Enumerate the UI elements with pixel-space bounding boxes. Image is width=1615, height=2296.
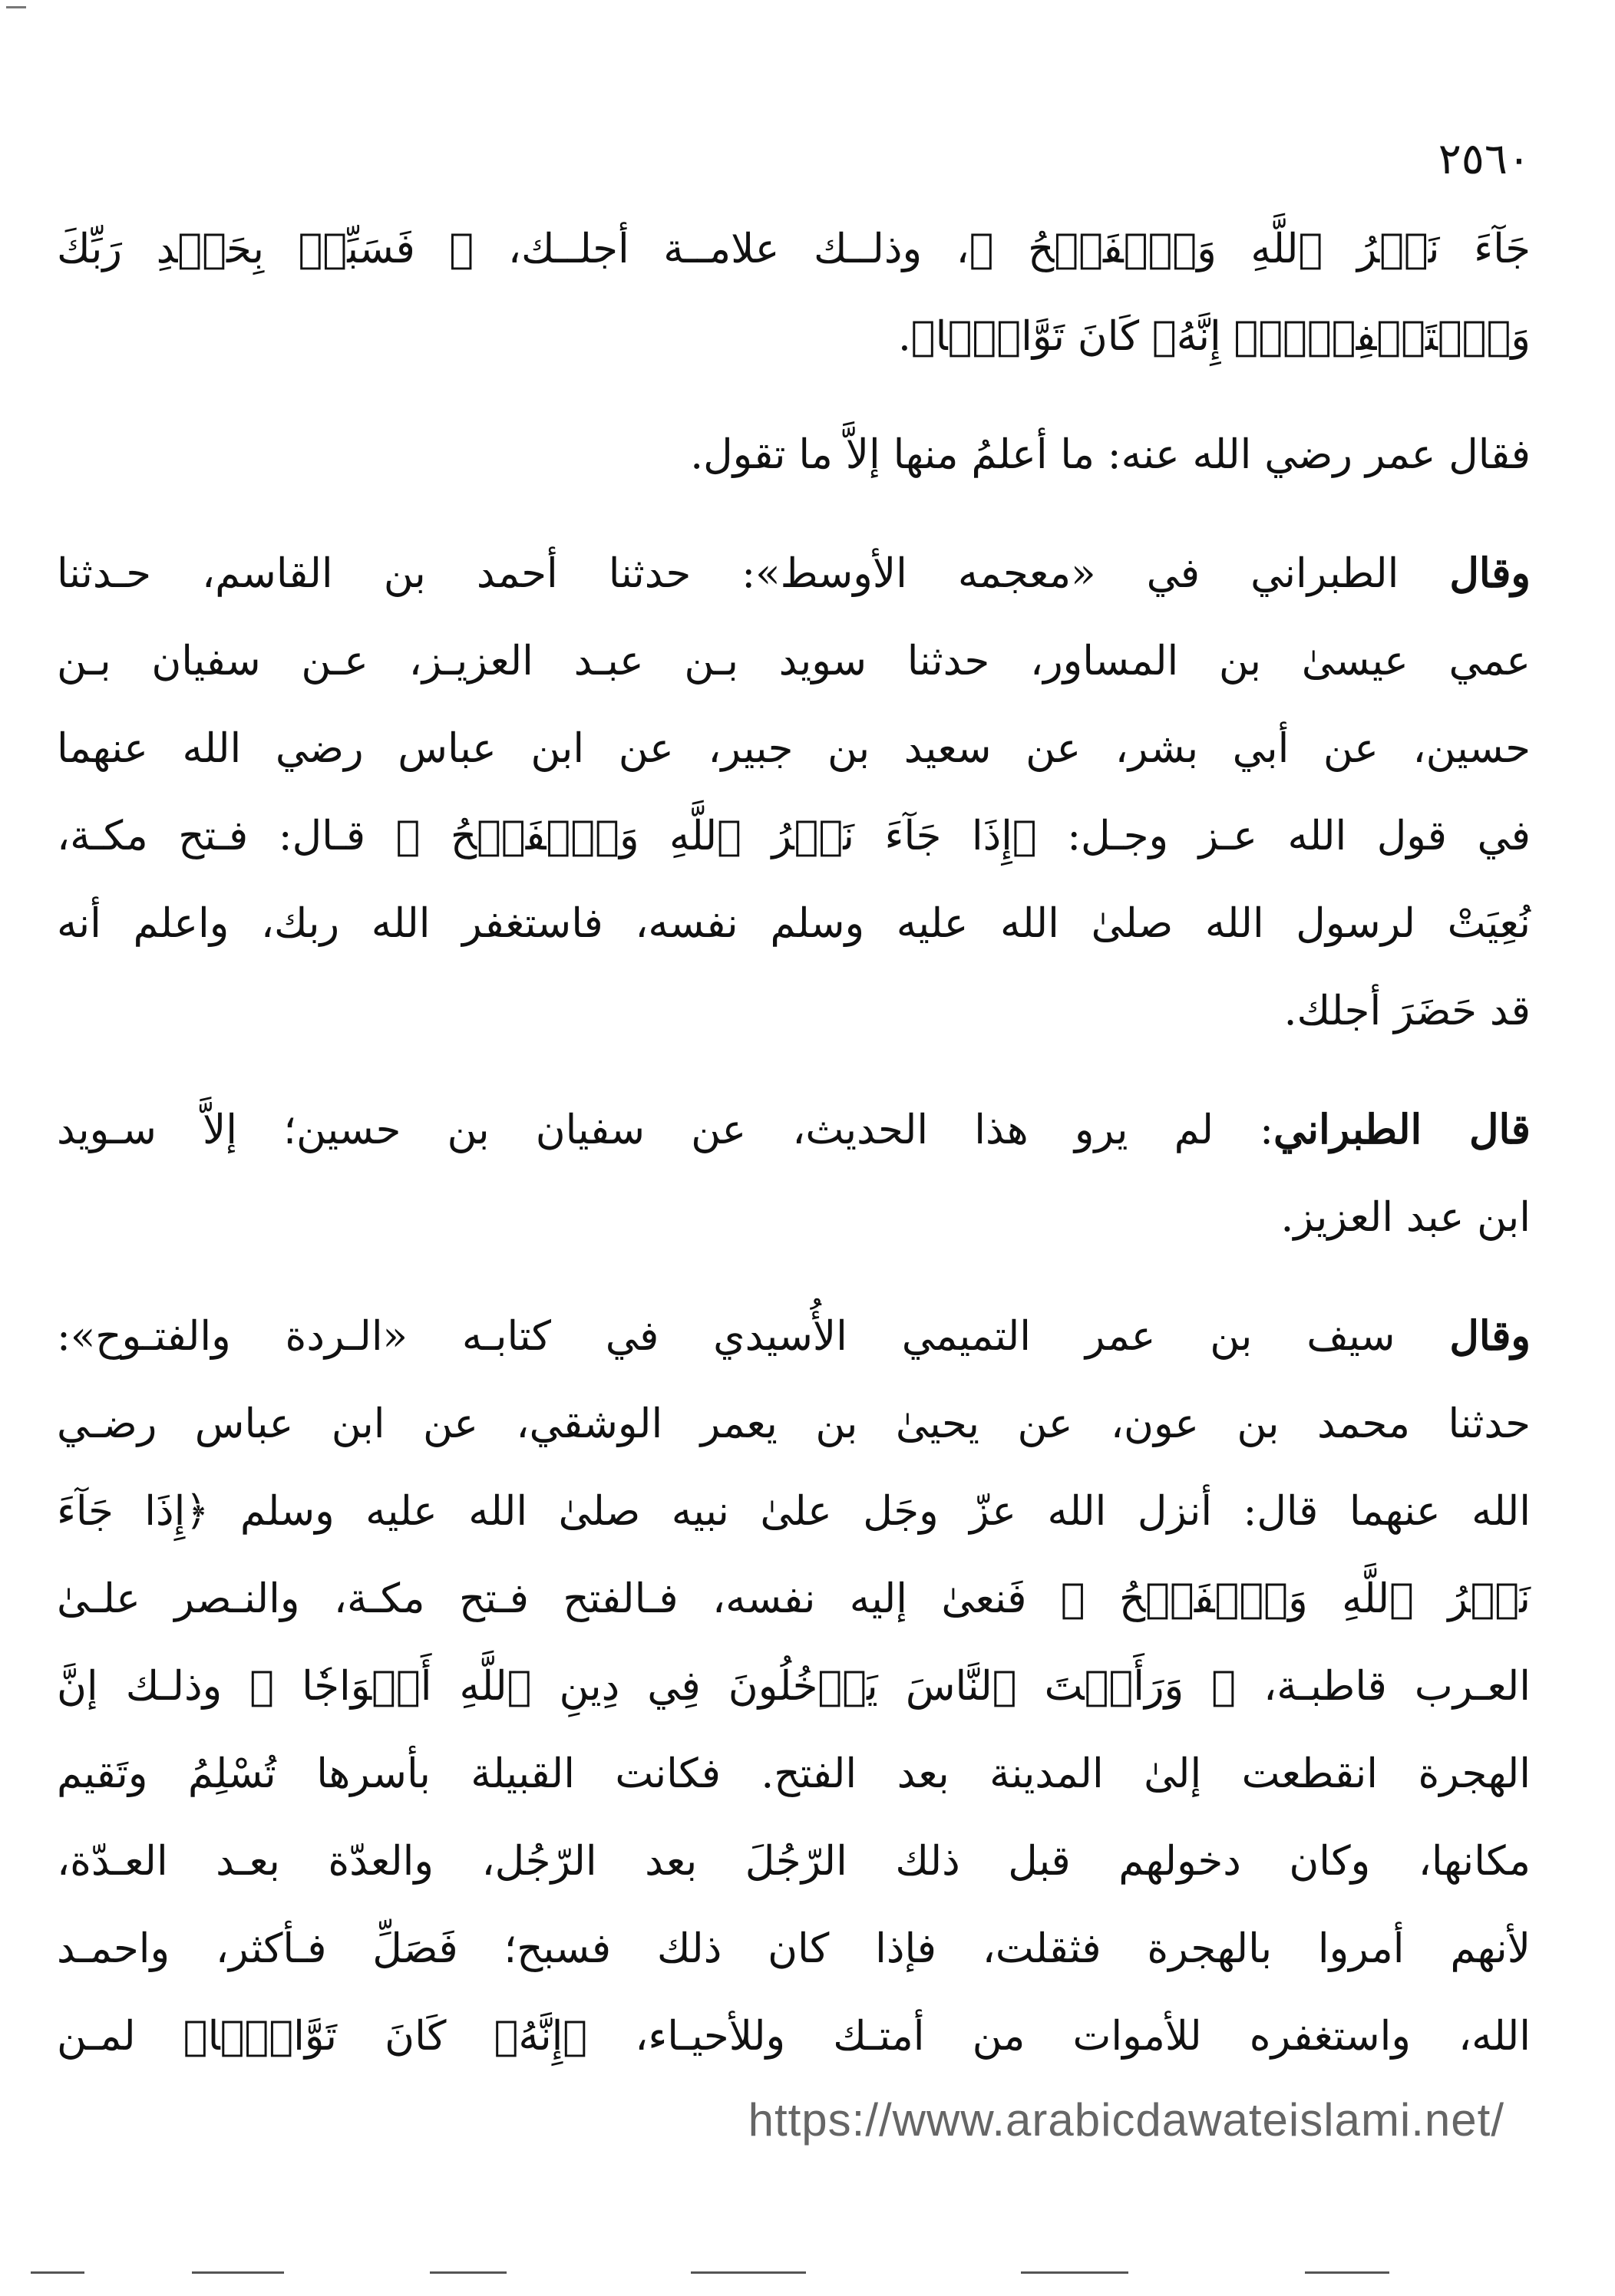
text-line: نَصۡرُ ٱللَّهِ وَٱلۡفَتۡحُ ﴾ فَنعىٰ إليه نفسه، فـالفتح فـتح مكـة، والنـصر علـىٰ bbox=[57, 1575, 1531, 1622]
watermark-url: https://www.arabicdawateislami.net/ bbox=[748, 2094, 1504, 2146]
text-line: نُعِيَتْ لرسول الله صلىٰ الله عليه وسلم نفسه، فاستغفر الله ربك، واعلم أنه bbox=[57, 900, 1531, 947]
text-line: مكانها، وكان دخولهم قبل ذلك الرّجُلَ بعد الرّجُل، والعدّة بعـد العـدّة، bbox=[57, 1838, 1531, 1885]
text-line: ابن عبد العزيز. bbox=[1280, 1194, 1531, 1241]
text-line: جَآءَ نَصۡرُ ٱللَّهِ وَٱلۡفَتۡحُ ﴾، وذلــك علامــة أجلــك، ﴿ فَسَبِّحۡ بِحَمۡدِ رَبِّكَ bbox=[57, 226, 1531, 272]
text-line: لأنهم أمروا بالهجرة فثقلت، فإذا كان ذلك فسبح؛ فَصَلِّ فـأكثر، واحمـد bbox=[57, 1925, 1531, 1972]
text-line: قال الطبراني: لم يرو هذا الحديث، عن سفيان بن حسين؛ إلاَّ سـويد bbox=[57, 1106, 1531, 1153]
paragraph-sayf-narration bbox=[57, 1292, 1531, 2080]
text-line: فقال عمر رضي الله عنه: ما أعلمُ منها إلاَّ ما تقول. bbox=[690, 431, 1531, 478]
text-line: حدثنا محمد بن عون، عن يحيىٰ بن يعمر الوشقي، عن ابن عباس رضـي bbox=[57, 1400, 1531, 1447]
text-line: في قول الله عـز وجـل: ﴿إِذَا جَآءَ نَصۡرُ ٱللَّهِ وَٱلۡفَتۡحُ ﴾ قـال: فـتح مكـة، bbox=[57, 813, 1531, 859]
text-line: حسين، عن أبي بشر، عن سعيد بن جبير، عن ابن عباس رضي الله عنهما bbox=[57, 725, 1531, 772]
text-line: العـرب قاطبـة، ﴿ وَرَأَيۡتَ ٱلنَّاسَ يَدۡخُلُونَ فِي دِينِ ٱللَّهِ أَفۡوَاجٗا ﴾ وذلـك إنَّ bbox=[57, 1663, 1531, 1710]
paragraph-lead: وقال bbox=[1449, 1312, 1531, 1360]
text-line: الهجرة انقطعت إلىٰ المدينة بعد الفتح. فكانت القبيلة بأسرها تُسْلِمُ وتَقيم bbox=[57, 1750, 1531, 1797]
page-number: ٢٥٦٠ bbox=[1438, 134, 1531, 184]
text-line: وقال سيف بن عمر التميمي الأُسيدي في كتابـه «الـردة والفتـوح»: bbox=[57, 1312, 1531, 1360]
text-line: الله، واستغفره للأموات من أمتـك وللأحيـاء، ﴿إِنَّهُۥ كَانَ تَوَّابَۢا﴾ لمـن bbox=[57, 2013, 1531, 2060]
text-line: عمي عيسىٰ بن المساور، حدثنا سويد بـن عبـد العزيـز، عـن سفيان بـن bbox=[57, 638, 1531, 685]
scan-corner-mark bbox=[6, 6, 26, 8]
main-text bbox=[57, 206, 1531, 2080]
text-line: وَٱسۡتَغۡفِرۡهُۚ إِنَّهُۥ كَانَ تَوَّابَۢا﴾. bbox=[897, 313, 1531, 360]
paragraph-tabarani-comment bbox=[57, 1086, 1531, 1262]
paragraph-lead: وقال bbox=[1449, 549, 1531, 597]
paragraph-tabarani-narration bbox=[57, 529, 1531, 1055]
paragraph-quran-continuation bbox=[57, 206, 1531, 381]
text-line: وقال الطبراني في «معجمه الأوسط»: حدثنا أحمد بن القاسم، حـدثنا bbox=[57, 549, 1531, 597]
scan-edge-marks bbox=[0, 2271, 1615, 2281]
paragraph-lead: قال الطبراني bbox=[1273, 1106, 1531, 1153]
text-line: الله عنهما قال: أنزل الله عزّ وجَل علىٰ نبيه صلىٰ الله عليه وسلم ﴿إِذَا جَآءَ bbox=[57, 1488, 1531, 1535]
text-line: قد حَضَرَ أجلك. bbox=[1283, 988, 1531, 1034]
paragraph-umar bbox=[57, 411, 1531, 499]
